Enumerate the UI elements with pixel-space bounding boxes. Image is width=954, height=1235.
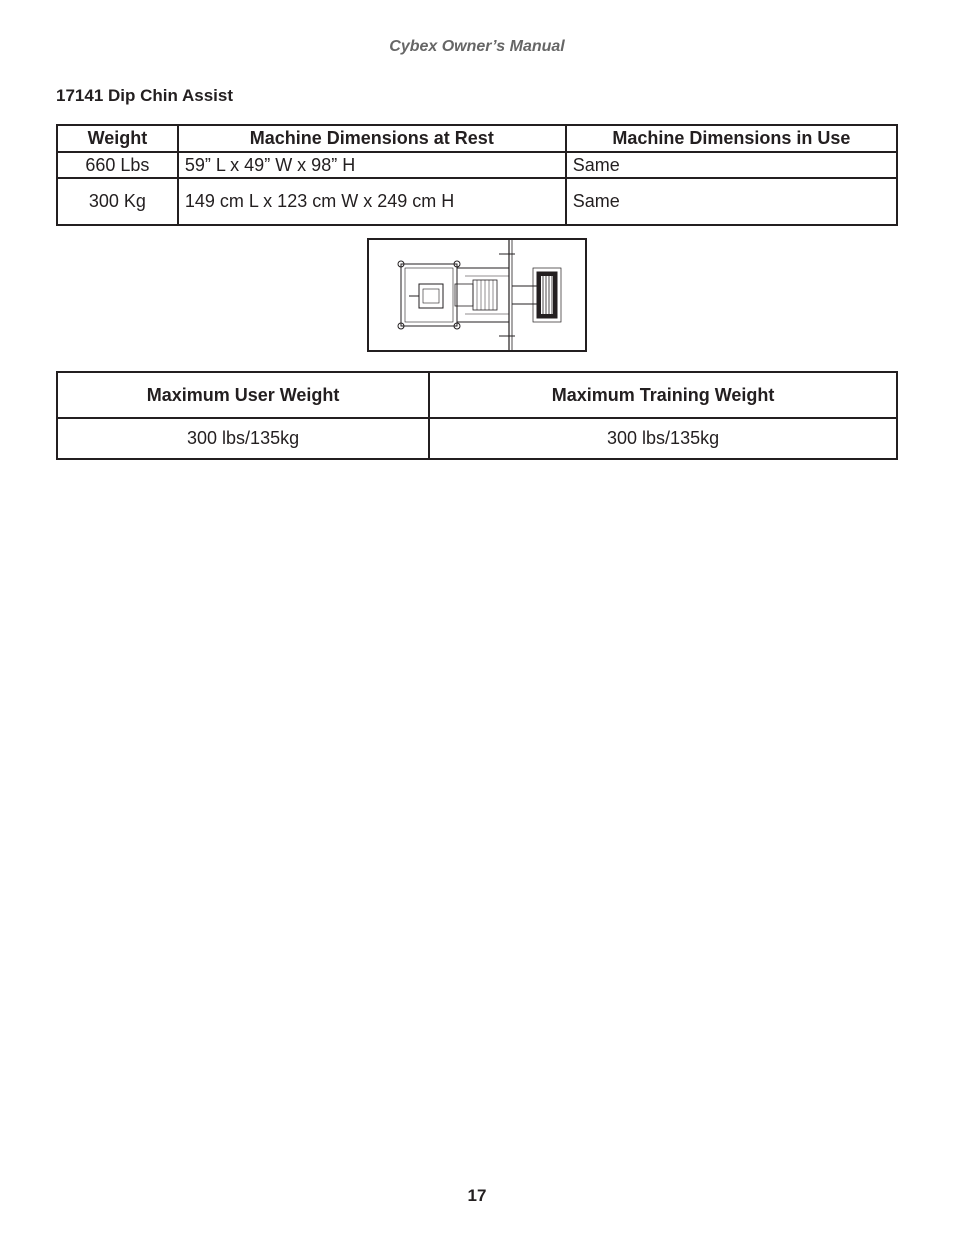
- page-number: 17: [467, 1186, 487, 1205]
- weight-cell: 660 Lbs: [57, 152, 178, 178]
- column-header-weight: Weight: [57, 125, 178, 152]
- limits-table: [56, 371, 898, 460]
- table-header-row: [57, 372, 897, 418]
- table-row: [57, 152, 897, 178]
- max-training-weight-cell: 300 lbs/135kg: [429, 418, 897, 459]
- column-header-dimensions-use: Machine Dimensions in Use: [566, 125, 897, 152]
- dimensions-rest-cell: 59” L x 49” W x 98” H: [178, 152, 566, 178]
- max-user-weight-cell: 300 lbs/135kg: [57, 418, 429, 459]
- section-title: 17141 Dip Chin Assist: [56, 86, 233, 105]
- dimensions-table: [56, 124, 898, 226]
- table-header-row: [57, 125, 897, 152]
- machine-top-view-icon: [369, 240, 585, 350]
- running-header: Cybex Owner’s Manual: [389, 38, 565, 55]
- column-header-dimensions-rest: Machine Dimensions at Rest: [178, 125, 566, 152]
- weight-cell: 300 Kg: [57, 178, 178, 225]
- column-header-max-training-weight: Maximum Training Weight: [429, 372, 897, 418]
- dimensions-use-cell: Same: [566, 178, 897, 225]
- column-header-max-user-weight: Maximum User Weight: [57, 372, 429, 418]
- dimensions-use-cell: Same: [566, 152, 897, 178]
- machine-diagram: [367, 238, 587, 352]
- table-row: [57, 178, 897, 225]
- dimensions-rest-cell: 149 cm L x 123 cm W x 249 cm H: [178, 178, 566, 225]
- table-row: [57, 418, 897, 459]
